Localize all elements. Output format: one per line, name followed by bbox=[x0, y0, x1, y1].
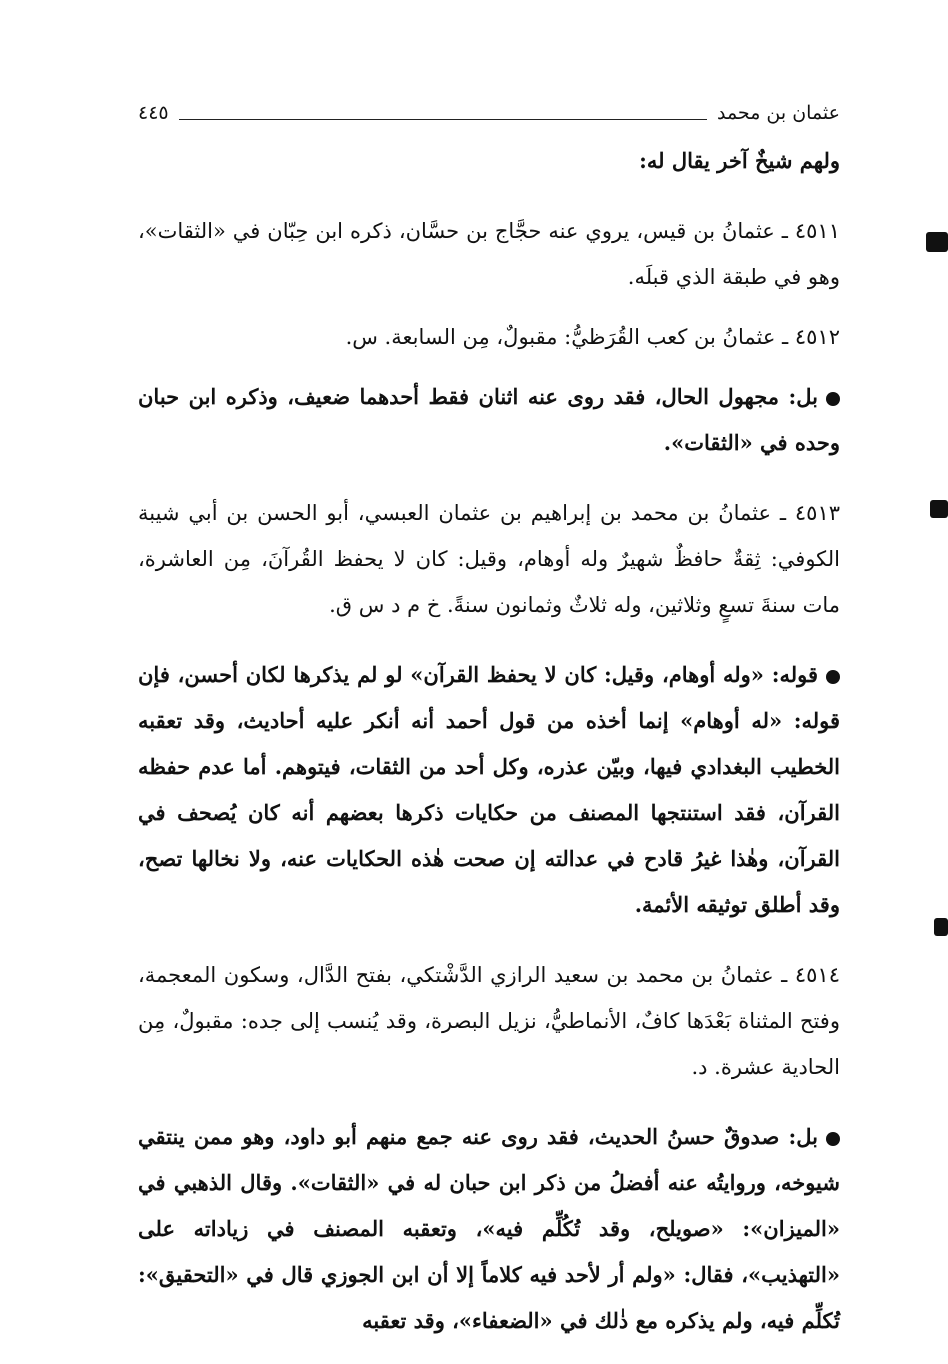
page-number: ٤٤٥ bbox=[138, 102, 169, 124]
entry-4512: ٤٥١٢ ـ عثمانُ بن كعب القُرَظيُّ: مقبولٌ، مِن السابعة. س. bbox=[345, 325, 840, 349]
running-header bbox=[138, 88, 840, 138]
bullet-icon bbox=[826, 1132, 840, 1146]
document-page bbox=[138, 88, 840, 1344]
entry-4511: ٤٥١١ ـ عثمانُ بن قيس، يروي عنه حجَّاج بن حسَّان، ذكره ابن حِبّان في «الثقات»، وهو في طبقة الذي قبلَه. bbox=[138, 219, 840, 289]
bullet-icon bbox=[826, 670, 840, 684]
comment-4514: بل: صدوقٌ حسنُ الحديث، فقد روى عنه جمع منهم أبو داود، وهو ممن ينتقي شيوخه، وروايتُه عنه أفضلُ من ذكر ابن حبان له في «الثقات». وقال الذهبي في «الميزان»: «صويلح، وقد تُكُلِّم فيه»، وتعقبه المصنف في زياداته على «التهذيب»، فقال: «ولم أر لأحد فيه كلاماً إلا أن ابن الجوزي قال في «التحقيق»: تُكلِّم فيه، ولم يذكره مع ذٰلك في «الضعفاء»، وقد تعقبه bbox=[138, 1124, 840, 1333]
comment-4512: بل: مجهول الحال، فقد روى عنه اثنان فقط أحدهما ضعيف، وذكره ابن حبان وحده في «الثقات». bbox=[138, 384, 840, 455]
running-title: عثمان بن محمد bbox=[716, 102, 840, 124]
entry-4513: ٤٥١٣ ـ عثمانُ بن محمد بن إبراهيم بن عثمان العبسي، أبو الحسن بن أبي شيبة الكوفي: ثِقةٌ حافظٌ شهيرٌ وله أوهام، وقيل: كان لا يحفظ القُرآنَ، مِن العاشرة، مات سنةَ تسعٍ وثلاثين، وله ثلاثٌ وثمانون سنةً. خ م د س ق. bbox=[138, 501, 841, 617]
margin-mark bbox=[934, 918, 948, 936]
margin-mark bbox=[926, 232, 948, 252]
bullet-icon bbox=[826, 392, 840, 406]
header-rule bbox=[179, 119, 707, 120]
intro-line: ولهم شيخٌ آخر يقال له: bbox=[639, 148, 840, 173]
margin-mark bbox=[930, 500, 948, 518]
comment-4513: قوله: «وله أوهام، وقيل: كان لا يحفظ القرآن» لو لم يذكرها لكان أحسن، فإن قوله: «له أوهام» إنما أخذه من قول أحمد أنه أنكر عليه أحاديث، وقد تعقبه الخطيب البغدادي فيها، وبيّن عذره، وكل أحد من الثقات، فيتوهم. أما عدم حفظه القرآن، فقد استنتجها المصنف من حكايات ذكرها بعضهم أنه كان يُصحف في القرآن، وهٰذا غيرُ قادح في عدالته إن صحت هٰذه الحكايات عنه، ولا نخالها تصح، وقد أطلق توثيقه الأئمة. bbox=[138, 662, 840, 917]
entry-4514: ٤٥١٤ ـ عثمانُ بن محمد بن سعيد الرازي الدَّشْتكي، بفتح الدَّال، وسكون المعجمة، وفتح المثناة بَعْدَها كافٌ، الأنماطيُّ، نزيل البصرة، وقد يُنسب إلى جده: مقبولٌ، مِن الحادية عشرة. د. bbox=[138, 963, 840, 1079]
